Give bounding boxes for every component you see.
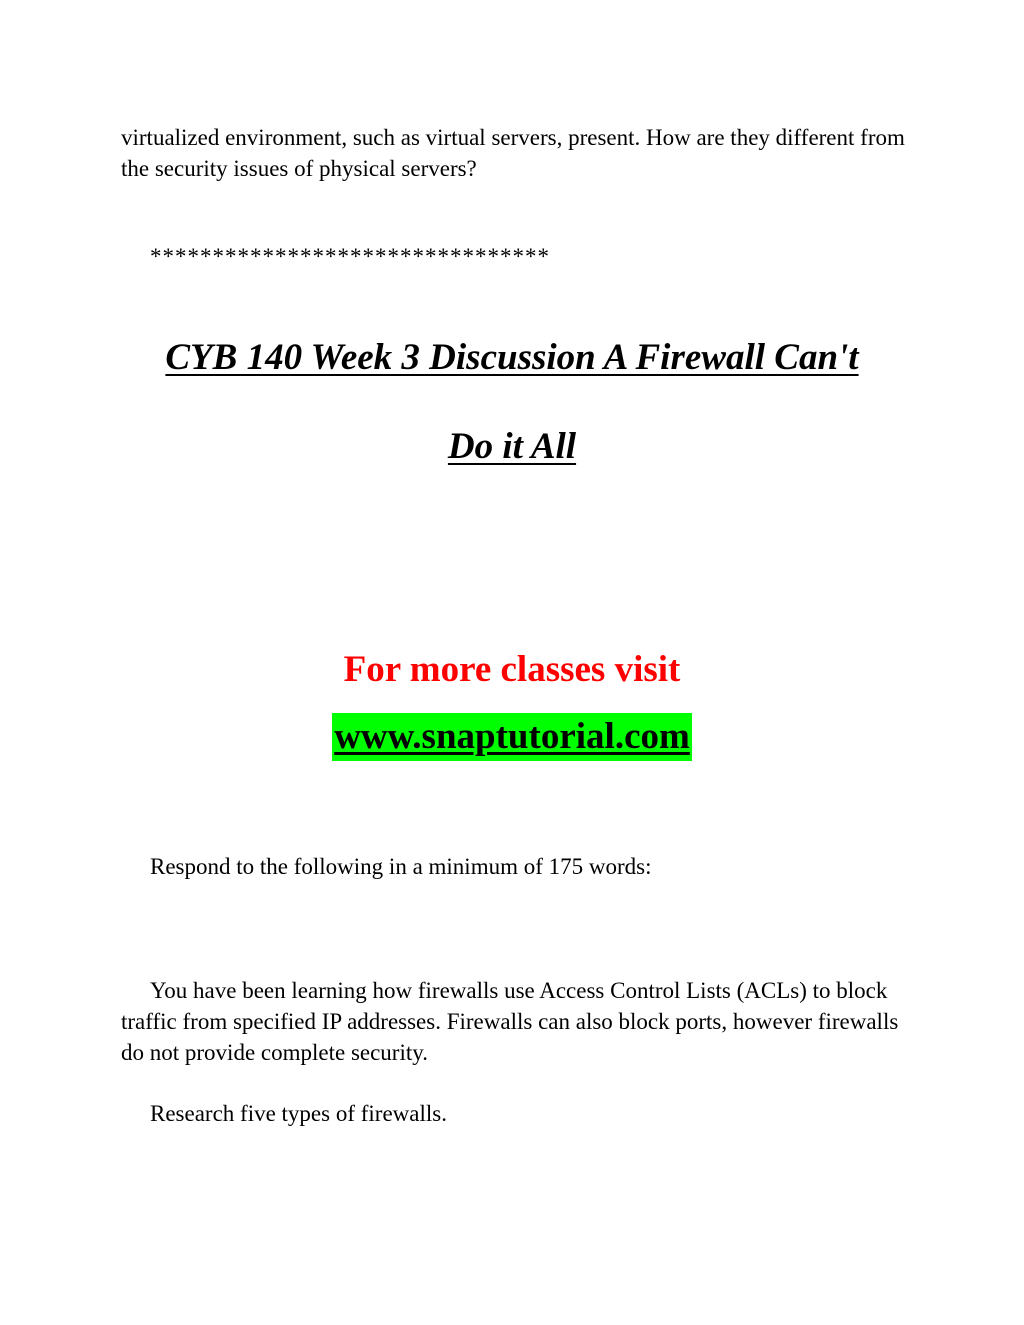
instruction-paragraph: Respond to the following in a minimum of 175 words: bbox=[150, 854, 652, 879]
body-paragraph: You have been learning how firewalls use Access Control Lists (ACLs) to block traffic from specified IP addresses. Firewalls can also block ports, however firewalls do not provide complete security. bbox=[121, 978, 899, 1065]
promo-text: For more classes visit bbox=[343, 649, 681, 690]
separator-line: ******************************** bbox=[150, 244, 550, 269]
document-title-line-2: Do it All bbox=[447, 426, 577, 467]
intro-paragraph: virtualized environment, such as virtual servers, present. How are they different from the security issues of physical servers? bbox=[121, 125, 905, 181]
promo-link[interactable]: www.snaptutorial.com bbox=[332, 713, 692, 761]
promo-link-container bbox=[0, 713, 1024, 761]
document-title-line-1: CYB 140 Week 3 Discussion A Firewall Can't bbox=[165, 337, 859, 378]
research-paragraph: Research five types of firewalls. bbox=[150, 1101, 447, 1126]
